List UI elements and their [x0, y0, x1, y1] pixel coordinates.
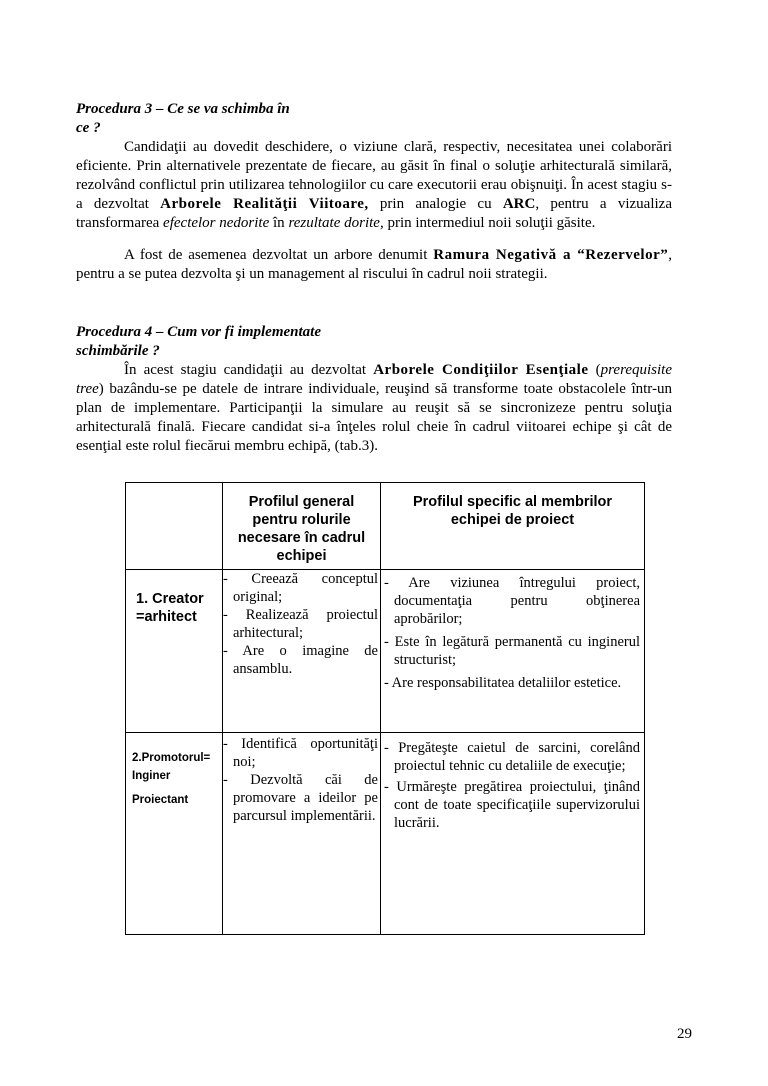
term-rezultate-dorite: rezultate dorite, — [288, 215, 384, 231]
specific-profile-cell — [381, 570, 645, 733]
procedura-3-paragraph-2 — [76, 246, 672, 284]
table-header-general-profile: Profilul general pentru rolurile necesare în cadrul echipei — [223, 483, 381, 570]
general-profile-cell — [223, 570, 381, 733]
procedura-4-heading-line1: Procedura 4 – Cum vor fi implementate — [76, 324, 321, 340]
list-item: - Realizează proiectul arhitectural; — [223, 607, 378, 641]
list-item: - Are viziunea întregului proiect, documentaţia pentru obţinerea aprobărilor; — [384, 575, 640, 627]
term-prerequisite-tree: prerequisite tree — [76, 362, 672, 397]
text-run: în — [269, 215, 289, 231]
list-item: - Creează conceptul original; — [223, 571, 378, 605]
specific-profile-cell — [381, 733, 645, 935]
list-item: - Este în legătură permanentă cu inginerul structurist; — [384, 634, 640, 668]
text-run: , pentru a vizualiza transformarea — [76, 196, 672, 231]
table-header-row — [126, 483, 645, 570]
list-item: - Dezvoltă căi de promovare a ideilor pe parcursul implementării. — [223, 772, 378, 824]
table-row — [126, 733, 645, 935]
term-efecte-nedorite: efectelor nedorite — [163, 215, 270, 231]
procedura-3-heading — [76, 100, 290, 138]
list-item: - Are o imagine de ansamblu. — [223, 643, 378, 677]
procedura-3-heading-line2: ce ? — [76, 120, 101, 136]
table-header-specific-profile: Profilul specific al membrilor echipei de proiect — [381, 483, 645, 570]
text-run: , pentru a se putea dezvolta şi un management al riscului în cadrul noii strategii. — [76, 247, 672, 282]
text-run: Candidaţii au dovedit deschidere, o viziune clară, respectiv, necesitatea unei colaborări eficiente. Prin alternativele prezentate de fiecare, au găsit în final o soluţie arhitecturală similară, rezolvând conflictul prin utilizarea tehnologiilor cu care executorii erau obişnuiţi. În acest stagiu s-a dezvoltat — [76, 139, 672, 212]
role-creator-arhitect: 1. Creator =arhitect — [126, 570, 223, 733]
role-line: Proiectant — [132, 794, 189, 806]
procedura-4-heading-line2: schimbările ? — [76, 343, 160, 359]
list-item: - Identifică oportunităţi noi; — [223, 736, 378, 770]
specific-profile-list — [384, 739, 640, 832]
page-number: 29 — [677, 1026, 692, 1042]
role-line: 2.Promotorul= — [132, 752, 211, 764]
role-promotor-inginer-proiectant — [126, 733, 223, 935]
text-run: ( — [588, 362, 601, 378]
list-item: - Are responsabilitatea detaliilor estetice. — [384, 675, 622, 691]
procedura-4-heading — [76, 323, 321, 361]
specific-profile-list — [384, 574, 640, 692]
list-item: - Pregăteşte caietul de sarcini, corelând proiectul tehnic cu detaliile de execuţie; — [384, 740, 640, 774]
term-arc: ARC — [502, 196, 536, 212]
role-line: Inginer — [132, 770, 171, 782]
procedura-3-paragraph-1 — [76, 138, 672, 233]
table-header-empty-cell — [126, 483, 223, 570]
list-item: - Urmăreşte pregătirea proiectului, ţinând cont de toate specificaţiile supervizorului lucrării. — [384, 779, 640, 831]
text-run: În acest stagiu candidaţii au dezvoltat — [124, 362, 374, 378]
general-profile-list — [223, 735, 378, 825]
term-ramura-negativa: Ramura Negativă a “Rezervelor” — [433, 247, 669, 263]
procedura-3-heading-line1: Procedura 3 – Ce se va schimba în — [76, 101, 290, 117]
text-run: prin analogie cu — [368, 196, 503, 212]
term-arborele-conditiilor-esentiale: Arborele Condiţiilor Esenţiale — [373, 362, 589, 378]
text-run: prin intermediul noii soluţii găsite. — [383, 215, 596, 231]
text-run: ) bazându-se pe datele de intrare individuale, reuşind să transforme toate obstacolele într-un plan de implementare. Participanţii la simulare au reuşit să se sincronizeze pentru soluţia arhitecturală finală. Fiecare candidat si-a înţeles rolul cheie în cadrul viitoarei echipe şi cât de esenţial este rolul fiecărui membru echipă, (tab.3). — [76, 381, 672, 454]
procedura-4-paragraph — [76, 361, 672, 456]
general-profile-list — [223, 570, 378, 678]
roles-table — [125, 482, 645, 935]
term-arborele-realitatii-viitoare: Arborele Realităţii Viitoare, — [160, 196, 369, 212]
text-run: A fost de asemenea dezvoltat un arbore denumit — [124, 247, 434, 263]
table-row — [126, 570, 645, 733]
general-profile-cell — [223, 733, 381, 935]
